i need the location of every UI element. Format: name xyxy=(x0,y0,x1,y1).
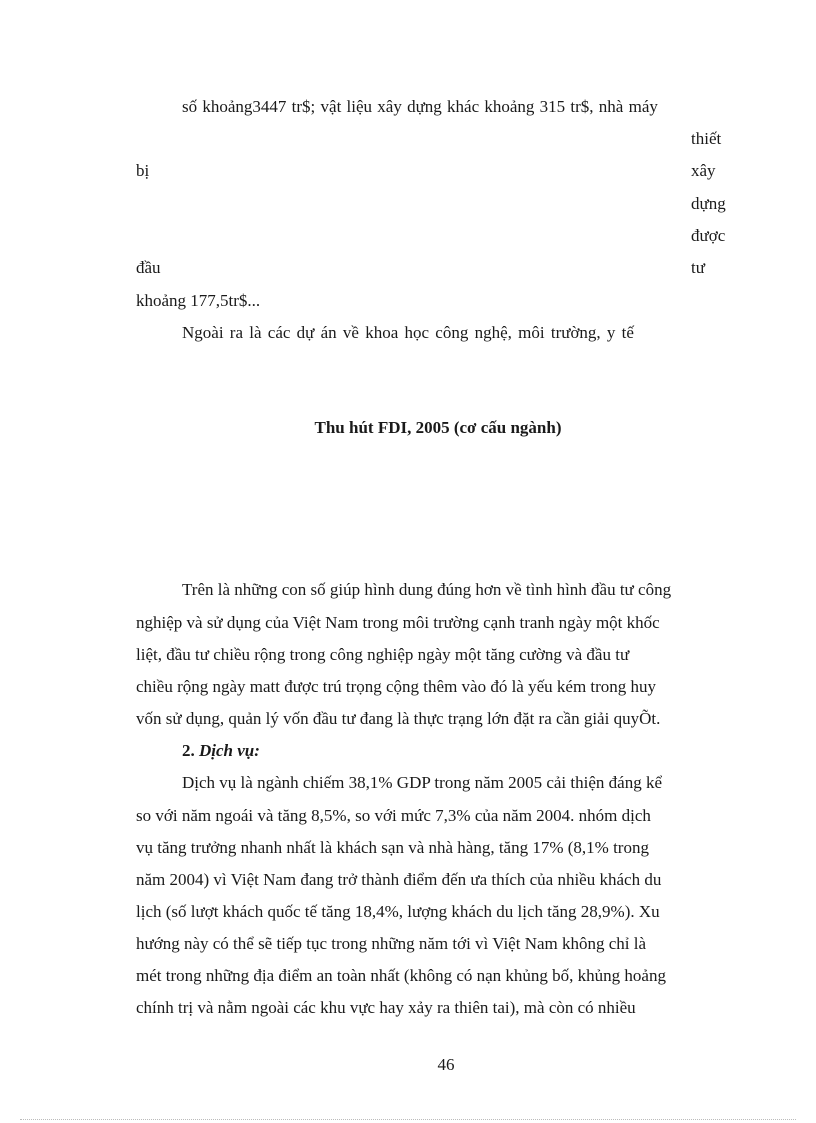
paragraph-line: vốn sử dụng, quản lý vốn đầu tư đang là thực trạng lớn đặt ra cần giải quyÕt. xyxy=(136,709,661,728)
paragraph-line: nghiệp và sử dụng của Việt Nam trong môi trường cạnh tranh ngày một khốc xyxy=(136,613,660,632)
page-bottom-divider xyxy=(20,1119,796,1120)
text-word: được xyxy=(691,226,726,245)
paragraph-line: so với năm ngoái và tăng 8,5%, so với mức 7,3% của năm 2004. nhóm dịch xyxy=(136,806,651,825)
text-line: số khoảng3447 tr$; vật liệu xây dựng khác khoảng 315 tr$, nhà máy xyxy=(182,97,658,116)
text-word: dựng xyxy=(691,194,726,213)
section-title: Dịch vụ: xyxy=(199,741,260,760)
text-line: Ngoài ra là các dự án về khoa học công nghệ, môi trường, y tế xyxy=(182,323,634,342)
section-number: 2. xyxy=(182,741,195,760)
text-word: thiết xyxy=(691,129,722,148)
paragraph-line: Trên là những con số giúp hình dung đúng hơn về tình hình đầu tư công xyxy=(182,580,672,599)
text-word: bị xyxy=(136,161,150,180)
paragraph-line: vụ tăng trưởng nhanh nhất là khách sạn và nhà hàng, tăng 17% (8,1% trong xyxy=(136,838,649,857)
text-word: đầu xyxy=(136,258,161,277)
text-word: xây xyxy=(691,161,716,180)
paragraph-line: hướng này có thể sẽ tiếp tục trong những năm tới vì Việt Nam không chỉ là xyxy=(136,934,647,953)
text-word: tư xyxy=(691,258,705,277)
paragraph-line: chiều rộng ngày matt được trú trọng cộng thêm vào đó là yếu kém trong huy xyxy=(136,677,657,696)
paragraph-line: liệt, đầu tư chiều rộng trong công nghiệp ngày một tăng cường và đầu tư xyxy=(136,645,630,664)
section-heading xyxy=(182,741,260,761)
text-line: khoảng 177,5tr$... xyxy=(136,291,261,310)
paragraph-line: Dịch vụ là ngành chiếm 38,1% GDP trong năm 2005 cải thiện đáng kể xyxy=(182,773,662,792)
paragraph-line: chính trị và nằm ngoài các khu vực hay xảy ra thiên tai), mà còn có nhiều xyxy=(136,998,636,1017)
page-number: 46 xyxy=(437,1055,455,1074)
chart-title: Thu hút FDI, 2005 (cơ cấu ngành) xyxy=(314,418,562,437)
paragraph-line: mét trong những địa điểm an toàn nhất (không có nạn khủng bố, khủng hoảng xyxy=(136,966,666,985)
paragraph-line: năm 2004) vì Việt Nam đang trở thành điểm đến ưa thích của nhiều khách du xyxy=(136,870,662,889)
paragraph-line: lịch (số lượt khách quốc tế tăng 18,4%, lượng khách du lịch tăng 28,9%). Xu xyxy=(136,902,660,921)
